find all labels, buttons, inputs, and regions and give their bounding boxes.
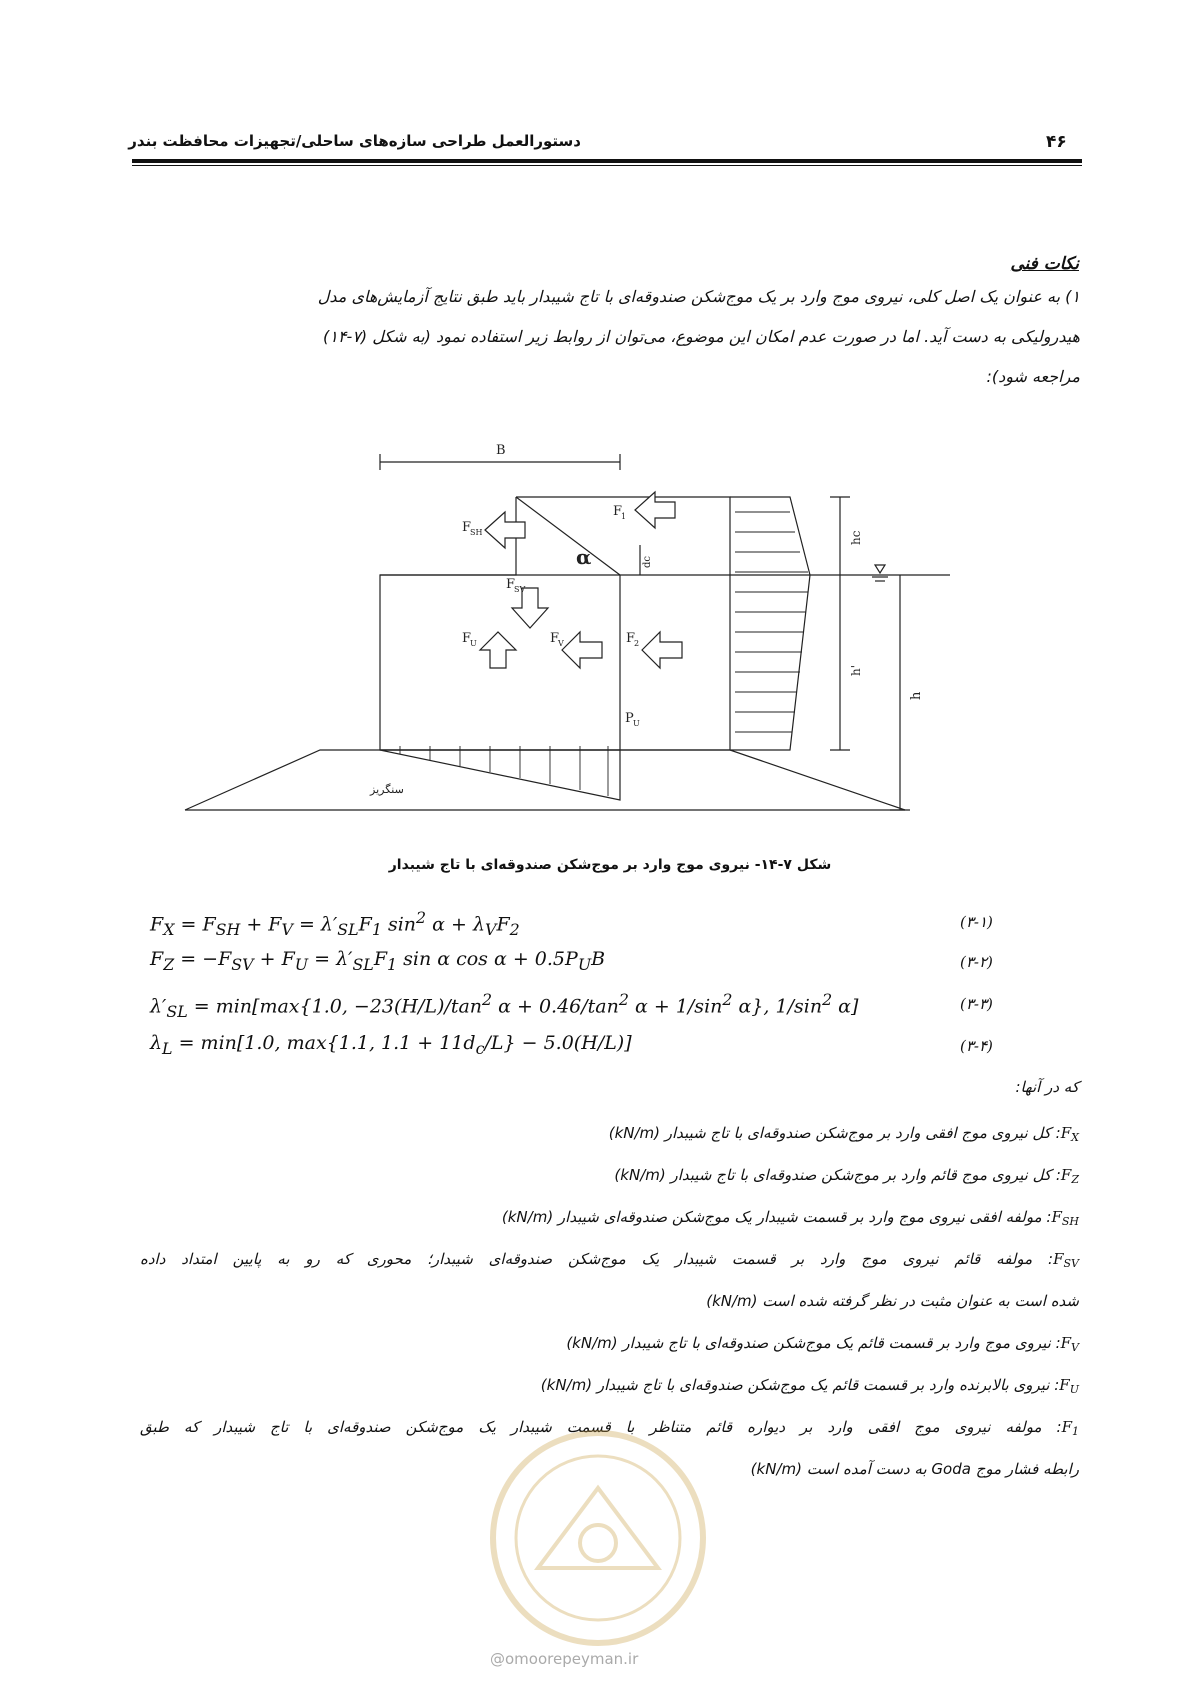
svg-text:SH: SH (470, 528, 483, 537)
label-fsh: F (462, 520, 472, 535)
definition-fsh: $F_{SH}$: مولفه افقی نیروی موج وارد بر قسمت شیبدار یک موج‌شکن صندوقه‌ای شیبدار (kN/m) (501, 1208, 1079, 1228)
header-rule-thin (132, 165, 1082, 166)
svg-text:U: U (633, 719, 640, 728)
definition-fu: $F_U$: نیروی بالابرنده وارد بر قسمت قائم یک موج‌شکن صندوقه‌ای با تاج شیبدار (kN/m) (540, 1376, 1079, 1396)
definition-fz: $F_Z$: کل نیروی موج قائم وارد بر موج‌شکن صندوقه‌ای با تاج شیبدار (kN/m) (614, 1166, 1079, 1186)
fv-arrow (562, 632, 602, 668)
label-pu: P (625, 711, 634, 726)
equation-4: $\lambda_L = \min[1.0$, max{1.1, $1.1 + 11d_c/L\} - 5.0(H/L)$] (150, 1032, 632, 1058)
definition-fsv: $F_{SV}$: مولفه قائم نیروی موج وارد بر قسمت شیبدار یک موج‌شکن صندوقه‌ای شیبدار؛ محوری که رو به پایین امتداد داده (140, 1250, 1079, 1270)
label-h: h (909, 691, 924, 700)
rubble-mound (185, 750, 905, 810)
equation-2: $F_Z = -F_{SV} + F_U = \lambda'_{SL}F_1$ sin α $\cos \alpha + 0.5P_UB$ (150, 948, 606, 974)
equation-2-number: (۳-۲) (960, 953, 993, 971)
label-dc: dc (642, 555, 653, 568)
section-title: نکات فنی (1010, 254, 1079, 274)
where-label: که در آنها: (1015, 1078, 1079, 1096)
footer-url: @omoorepeyman.ir (490, 1650, 639, 1668)
label-rubble: سنگریز (370, 783, 404, 796)
paragraph-line-1: ۱) به عنوان یک اصل کلی، نیروی موج وارد بر یک موج‌شکن صندوقه‌ای با تاج شیبدار باید طبق نتایج آزمایش‌های مدل (317, 287, 1080, 306)
label-fsv: F (506, 577, 516, 592)
equation-1-number: (۳-۱) (960, 913, 993, 931)
equation-3: $\lambda'_{SL} = \min[\max\{1.0$, $-23(H/L)/\tan^2$ $\alpha + 0.46/\tan^2$ $\alpha + 1/\sin^2$ α}, $1/\sin^2$ α] (150, 990, 859, 1022)
svg-text:1: 1 (621, 512, 627, 521)
page-number: ۴۶ (1046, 132, 1067, 152)
definition-fx: $F_X$: کل نیروی موج افقی وارد بر موج‌شکن صندوقه‌ای با تاج شیبدار (kN/m) (608, 1124, 1079, 1144)
fsh-arrow (485, 512, 525, 548)
label-hc: hc (849, 530, 863, 545)
label-f2: F (626, 631, 636, 646)
svg-text:V: V (558, 639, 564, 648)
uplift-diagram (380, 750, 620, 800)
fsv-arrow (512, 588, 548, 628)
svg-text:2: 2 (634, 639, 640, 648)
label-fv: F (550, 631, 560, 646)
caisson-figure (130, 440, 1070, 850)
definition-fv: $F_V$: نیروی موج وارد بر قسمت قائم یک موج‌شکن صندوقه‌ای با تاج شیبدار (kN/m) (566, 1334, 1079, 1354)
header-rule-thick (132, 159, 1082, 163)
watermark-seal (478, 1418, 718, 1658)
sloped-line (516, 497, 623, 575)
fu-arrow (480, 632, 516, 668)
definition-f1-cont: رابطه فشار موج Goda به دست آمده است (kN/m) (750, 1460, 1079, 1478)
figure-caption: شکل ۷-۱۴- نیروی موج وارد بر موج‌شکن صندوقه‌ای با تاج شیبدار (388, 857, 832, 873)
equation-1: $F_X = F_{SH} + F_V = \lambda'_{SL}F_1$ $\sin^2 \alpha + \lambda_VF_2$ (150, 908, 520, 940)
label-hprime: h' (849, 664, 863, 676)
equation-3-number: (۳-۳) (960, 995, 993, 1013)
running-title: دستورالعمل طراحی سازه‌های ساحلی/تجهیزات محافظت بندر (128, 132, 581, 150)
label-fu: F (462, 631, 472, 646)
svg-text:SV: SV (514, 585, 526, 594)
definition-f1: $F_1$: مولفه نیروی موج افقی وارد بر دیواره قائم متناظر با قسمت شیبدار یک موج‌شکن صندوقه‌ای با تاج شیبدار که طبق (140, 1418, 1079, 1438)
svg-text:U: U (470, 639, 477, 648)
f2-arrow (642, 632, 682, 668)
label-alpha: α (576, 545, 592, 569)
label-f1: F (613, 504, 623, 519)
equation-4-number: (۳-۴) (960, 1037, 993, 1055)
paragraph-line-2: هیدرولیکی به دست آید. اما در صورت عدم امکان این موضوع، می‌توان از روابط زیر استفاده نمود (به شکل (۷-۱۴) (323, 327, 1080, 346)
caisson-outline (380, 497, 730, 750)
paragraph-line-3: مراجعه شود): (986, 367, 1080, 386)
label-b: B (496, 443, 506, 458)
definition-fsv-cont: شده است به عنوان مثبت در نظر گرفته شده است (kN/m) (706, 1292, 1079, 1310)
